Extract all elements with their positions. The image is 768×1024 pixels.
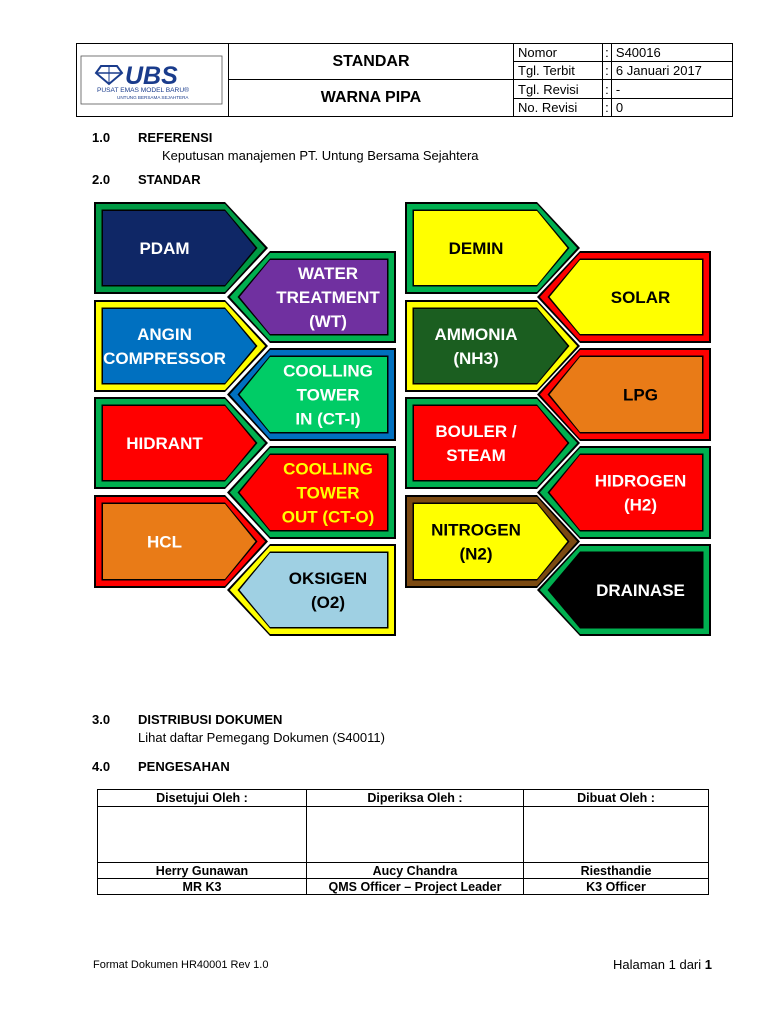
meta-value: S40016 xyxy=(611,44,732,62)
meta-value: 0 xyxy=(611,98,732,116)
pipe-label-pdam xyxy=(94,202,268,294)
pipe-text: (WT) xyxy=(309,312,347,331)
approver-role: MR K3 xyxy=(98,879,307,895)
pipe-text: PDAM xyxy=(139,239,190,258)
pipe-text: HIDRANT xyxy=(126,434,203,453)
pipe-fill xyxy=(103,309,255,383)
pipe-label-hcl xyxy=(94,495,268,588)
pipe-text: IN (CT-I) xyxy=(295,409,361,429)
pipe-label-angin-compressor xyxy=(94,300,268,392)
section-heading: DISTRIBUSI DOKUMEN xyxy=(138,712,283,727)
pipe-text: DEMIN xyxy=(448,239,504,258)
meta-colon: : xyxy=(602,44,611,62)
pipe-text: COOLLING xyxy=(283,459,373,479)
signature-space xyxy=(307,807,524,863)
approver-name: Herry Gunawan xyxy=(98,863,307,879)
made-by-header: Dibuat Oleh : xyxy=(524,790,709,807)
doc-title-line1: STANDAR xyxy=(229,44,513,80)
section-heading: REFERENSI xyxy=(138,130,213,145)
pipe-text: (H2) xyxy=(623,495,658,515)
pipe-text: LPG xyxy=(623,385,658,405)
section-number: 3.0 xyxy=(92,712,111,727)
signature-space xyxy=(524,807,709,863)
logo-tagline: UNTUNG BERSAMA SEJAHTERA xyxy=(117,95,189,100)
pipe-text: STEAM xyxy=(446,446,506,465)
pipe-text: ANGIN xyxy=(137,325,192,344)
referensi-text: Keputusan manajemen PT. Untung Bersama Sejahtera xyxy=(162,148,479,163)
logo-subtitle: PUSAT EMAS MODEL BARU® xyxy=(97,87,189,94)
logo-text: UBS xyxy=(125,62,178,90)
pipe-fill xyxy=(414,309,567,383)
meta-colon: : xyxy=(602,80,611,98)
pipe-text: TOWER xyxy=(296,385,360,405)
meta-value: - xyxy=(611,80,732,98)
pipe-text: (N2) xyxy=(459,544,493,564)
maker-role: K3 Officer xyxy=(524,879,709,895)
signature-space xyxy=(98,807,307,863)
page-prefix: Halaman 1 dari xyxy=(612,957,705,972)
meta-colon: : xyxy=(602,98,611,116)
meta-label: No. Revisi xyxy=(514,98,603,116)
page-total: 1 xyxy=(704,957,712,972)
section-number: 2.0 xyxy=(92,172,111,187)
pipe-fill xyxy=(550,455,702,530)
approval-table xyxy=(97,789,709,895)
section-number: 1.0 xyxy=(92,130,111,145)
pipe-text: NITROGEN xyxy=(431,520,521,540)
pipe-text: (O2) xyxy=(311,593,345,612)
pipe-text: AMMONIA xyxy=(434,325,518,344)
checked-by-header: Diperiksa Oleh : xyxy=(307,790,524,807)
pipe-text: TOWER xyxy=(296,483,360,503)
section-heading: PENGESAHAN xyxy=(138,759,230,774)
pipe-text: HIDROGEN xyxy=(594,471,687,491)
pipe-text: WATER xyxy=(297,264,359,283)
meta-colon: : xyxy=(602,62,611,80)
doc-title-line2: WARNA PIPA xyxy=(320,89,422,106)
section-heading: STANDAR xyxy=(138,172,201,187)
pipe-fill xyxy=(240,553,387,627)
pipe-label-hidrant xyxy=(94,397,268,489)
approved-by-header: Disetujui Oleh : xyxy=(98,790,307,807)
pipe-fill xyxy=(414,406,567,480)
pipe-text: HCL xyxy=(147,532,182,552)
pipe-text: (NH3) xyxy=(453,349,499,368)
checker-name: Aucy Chandra xyxy=(307,863,524,879)
pipe-label-water-treatment xyxy=(227,251,396,343)
checker-role: QMS Officer – Project Leader xyxy=(307,879,524,895)
section-number: 4.0 xyxy=(92,759,111,774)
maker-name: Riesthandie xyxy=(524,863,709,879)
meta-value: 6 Januari 2017 xyxy=(611,62,732,80)
distribusi-text: Lihat daftar Pemegang Dokumen (S40011) xyxy=(138,730,385,745)
pipe-text: COOLLING xyxy=(283,361,373,381)
pipe-fill xyxy=(414,504,567,579)
pipe-text: SOLAR xyxy=(610,288,671,307)
pipe-text: TREATMENT xyxy=(276,288,380,307)
pipe-text: BOULER / xyxy=(435,422,517,441)
meta-label: Nomor xyxy=(514,44,603,62)
meta-label: Tgl. Terbit xyxy=(514,62,603,80)
meta-label: Tgl. Revisi xyxy=(514,80,603,98)
pipe-text: COMPRESSOR xyxy=(103,349,226,368)
page-number xyxy=(613,957,712,972)
format-footer: Format Dokumen HR40001 Rev 1.0 xyxy=(93,959,269,971)
pipe-text: OKSIGEN xyxy=(288,569,368,588)
pipe-text: OUT (CT-O) xyxy=(281,507,375,527)
pipe-text: DRAINASE xyxy=(596,581,685,600)
